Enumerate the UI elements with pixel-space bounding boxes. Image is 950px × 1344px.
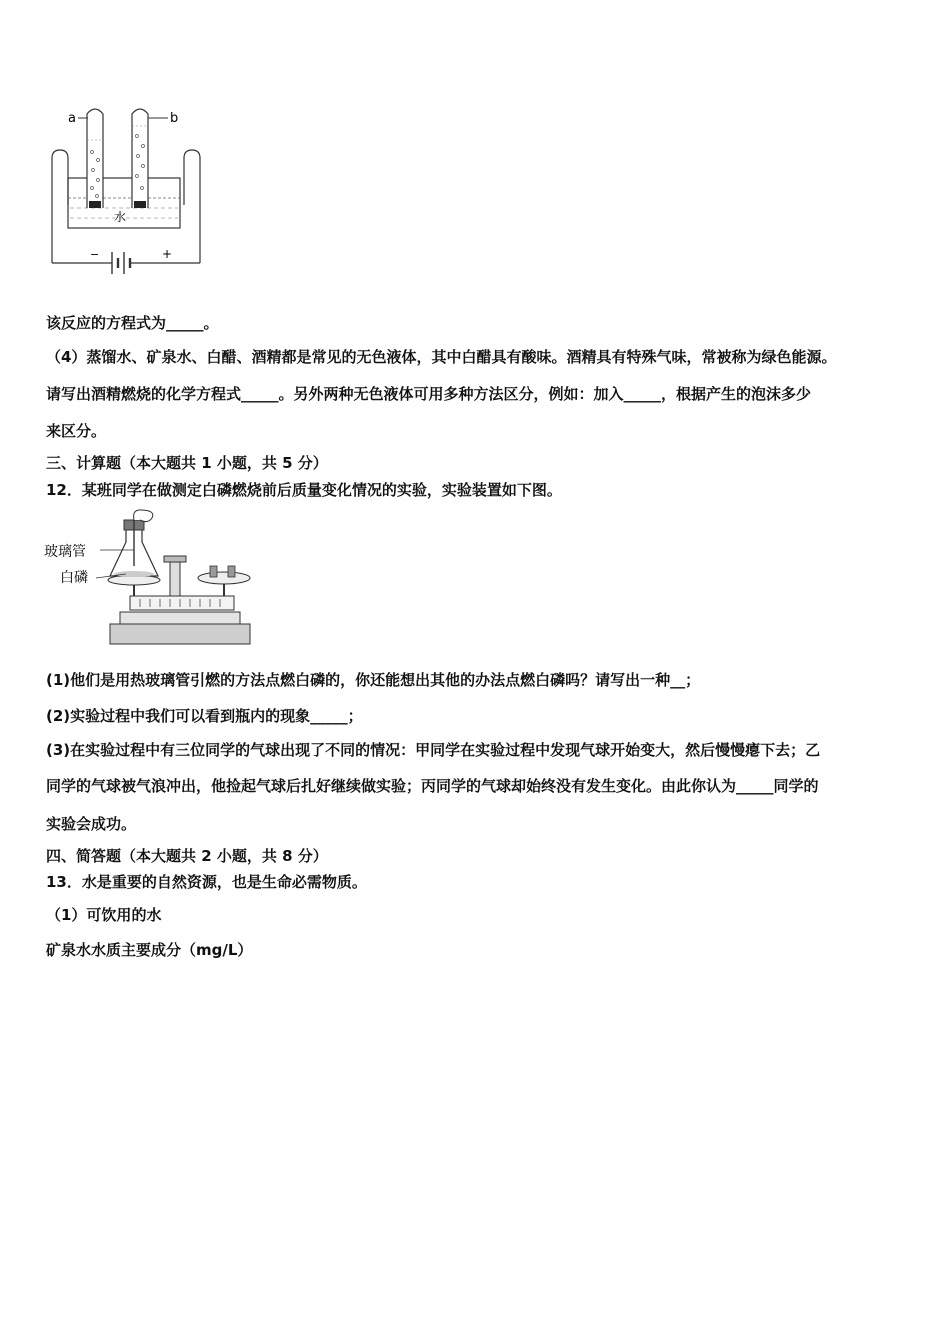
label-water: 水 (114, 210, 127, 224)
text-line-2: （4）蒸馏水、矿泉水、白醋、酒精都是常见的无色液体，其中白醋具有酸味。酒精具有特殊气味，常被称为绿色能源。 (46, 348, 837, 366)
text-line-3: 请写出酒精燃烧的化学方程式_____。另外两种无色液体可用多种方法区分，例如：加入_____，根据产生的泡沫多少 (46, 385, 812, 403)
label-plus: + (162, 247, 173, 261)
question-12-part-3-cont: 同学的气球被气浪冲出，他捡起气球后扎好继续做实验；丙同学的气球却始终没有发生变化。由此你认为_____同学的 (46, 777, 819, 795)
section-heading-4: 四、简答题（本大题共 2 小题，共 8 分） (46, 847, 328, 865)
question-12-part-1: (1)他们是用热玻璃管引燃的方法点燃白磷的，你还能想出其他的办法点燃白磷吗？请写出一种__； (46, 671, 701, 689)
label-a: a (68, 111, 76, 126)
label-minus: − (90, 248, 100, 261)
question-13: 13．水是重要的自然资源，也是生命必需物质。 (46, 873, 367, 891)
mineral-water-table-title: 矿泉水水质主要成分（mg/L） (46, 941, 253, 959)
label-white-phosphorus: 白磷 (60, 570, 88, 586)
question-12: 12．某班同学在做测定白磷燃烧前后质量变化情况的实验，实验装置如下图。 (46, 481, 562, 499)
label-glass-tube: 玻璃管 (44, 544, 86, 560)
question-12-part-3-end: 实验会成功。 (46, 815, 137, 833)
electrolysis-apparatus-figure (44, 100, 204, 275)
question-12-part-3: (3)在实验过程中有三位同学的气球出现了不同的情况：甲同学在实验过程中发现气球开始变大，然后慢慢瘪下去；乙 (46, 741, 821, 759)
question-13-part-1: （1）可饮用的水 (46, 906, 162, 924)
balance-experiment-figure (44, 508, 254, 648)
text-line-4: 来区分。 (46, 422, 107, 440)
text-line-1: 该反应的方程式为_____。 (46, 314, 219, 332)
label-b: b (170, 111, 179, 126)
question-12-part-2: (2)实验过程中我们可以看到瓶内的现象_____； (46, 707, 363, 725)
section-heading-3: 三、计算题（本大题共 1 小题，共 5 分） (46, 454, 328, 472)
